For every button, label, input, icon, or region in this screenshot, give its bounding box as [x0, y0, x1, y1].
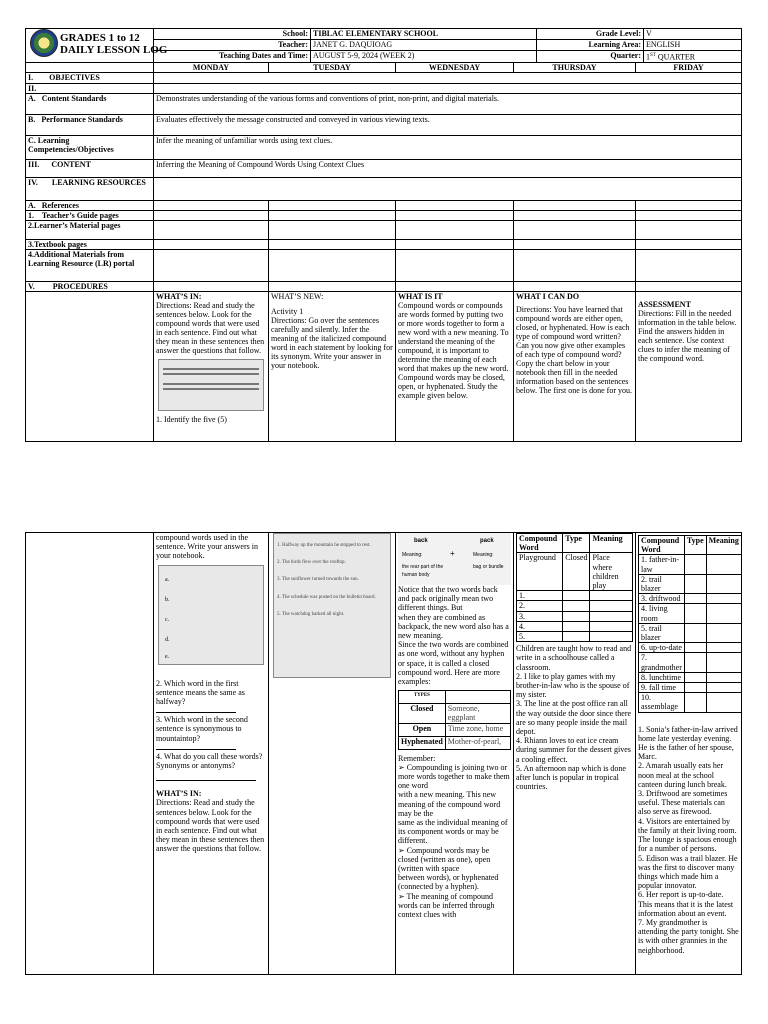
assess-head: Compound Word	[639, 536, 685, 555]
monday-question-1: 1. Identify the five (5)	[156, 415, 227, 424]
monday-whats-in	[154, 292, 269, 442]
monday-continued	[154, 533, 269, 975]
competencies-text: Infer the meaning of unfamiliar words using text clues.	[154, 136, 742, 160]
word-back: back	[414, 538, 428, 544]
assess-cell: 3. driftwood	[639, 594, 685, 604]
wednesday-what-is-it	[396, 292, 514, 442]
wednesday-text: Compound words or compounds are words formed by putting two or more words together to form a new word with a new meaning. To understand the meaning of the compound, it is important to determine the meaning of each word that makes up the new word. Compound words may be closed, open, or hyphenated. Study the example given below.	[398, 301, 509, 400]
monday-directions-2: Directions: Read and study the sentences below. Look for the compound words that were used in each sentence. Find out what they mean in these sentences then answer the questions that follow.	[156, 798, 265, 854]
thursday-text: Directions: You have learned that compound words are either open, closed, or hyphenated. How is each type of compound word written? Can you now give other examples of each type of compound word? Copy the chart below in your notebook then fill in the needed information based on the sentences below. The first one is done for you.	[516, 305, 632, 395]
types-cell: Closed	[399, 704, 446, 723]
types-head: TYPES	[399, 691, 446, 704]
answer-letter: a.	[165, 576, 170, 583]
chart-head: Meaning	[590, 534, 633, 553]
tuesday-directions: Activity 1 Directions: Go over the sentences carefully and silently. Infer the meaning of the italicized compound word in each statement by looking for its synonym. Write your answer in your notebook.	[271, 307, 393, 370]
grade-level-label: Grade Level:	[537, 29, 644, 40]
types-cell: Mother-of-pearl,	[445, 736, 510, 749]
thursday-sentences: Children are taught how to read and write in a schoolhouse called a classroom. 2. I like to play games with my brother-in-law who is the spouse of my sister. 3. The line at the post office ran all the way outside the door since there are so many people inside the mail depot. 4. Rhiann loves to eat ice cream during summer for the dessert gives a cooling effect. 5. An afternoon nap which is done after lunch is popular in tropical countries.	[516, 644, 632, 792]
tuesday-sentence: 4. The schedule was posted on the bulletin board.	[277, 594, 376, 600]
additional-materials-label: 4.Additional Materials from Learning Resource (LR) portal	[26, 250, 154, 282]
types-table	[398, 690, 511, 749]
content-standards-label: A. Content Standards	[26, 94, 154, 115]
school-value: TIBLAC ELEMENTARY SCHOOL	[311, 29, 537, 40]
assess-head: Type	[684, 536, 706, 555]
day-thursday: THURSDAY	[514, 63, 636, 73]
tuesday-continued	[269, 533, 396, 975]
teacher-value: JANET G. DAQUIOAG	[311, 40, 537, 51]
answer-letter: c.	[165, 616, 170, 623]
competencies-label: C. Learning Competencies/Objectives	[26, 136, 154, 160]
monday-sentences-image	[158, 359, 264, 411]
tuesday-whats-new	[269, 292, 396, 442]
answer-letter: e.	[165, 653, 170, 660]
types-cell	[445, 691, 510, 704]
monday-directions: Directions: Read and study the sentences below. Look for the compound words that were used in each sentence. Find out what they mean in these sentences then answer the questions that follow.	[156, 301, 265, 355]
chart-cell: Closed	[563, 553, 590, 591]
chart-cell: Playground	[517, 553, 563, 591]
monday-title-2: WHAT’S IN:	[156, 789, 202, 799]
chart-head: Type	[563, 534, 590, 553]
chart-cell: Place where children play	[590, 553, 633, 591]
assess-head: Meaning	[706, 536, 741, 555]
tuesday-sentences-image	[273, 533, 391, 678]
section-ii: II.	[26, 84, 154, 94]
monday-question-2: 2. Which word in the first sentence means the same as halfway?	[156, 678, 245, 707]
monday-question-3: 3. Which word in the second sentence is synonymous to mountaintop?	[156, 715, 248, 743]
content-text: Inferring the Meaning of Compound Words Using Context Clues	[154, 160, 742, 178]
friday-continued	[636, 533, 742, 975]
thursday-what-i-can-do	[514, 292, 636, 442]
tuesday-sentence: 2. The birds flew over the rooftop.	[277, 560, 346, 566]
dates-value: AUGUST 5-9, 2024 (WEEK 2)	[311, 51, 537, 63]
wednesday-title: WHAT IS IT	[398, 292, 443, 301]
day-monday: MONDAY	[154, 63, 269, 73]
dlL-title: DAILY LESSON LOG	[60, 44, 168, 56]
thursday-chart: Compound Word Type Meaning Playground Closed Place where children play 1. 2. 3. 4. 5.	[516, 533, 633, 642]
textbook-label: 3.Textbook pages	[26, 240, 154, 250]
learners-material-label: 2.Learner’s Material pages	[26, 221, 154, 240]
wednesday-continued	[396, 533, 514, 975]
teachers-guide-label: 1. Teacher’s Guide pages	[26, 211, 154, 221]
objectives-label: I. OBJECTIVES	[26, 73, 154, 84]
backpack-diagram	[398, 533, 511, 585]
day-friday: FRIDAY	[636, 63, 742, 73]
tuesday-sentence: 5. The watchdog barked all night.	[277, 611, 345, 617]
assess-cell: 4. living room	[639, 604, 685, 623]
types-cell: Time zone, home	[445, 723, 510, 736]
assess-cell: 10. assemblage	[639, 693, 685, 712]
wednesday-explanation: Notice that the two words back and pack originally mean two different things. But when they are combined as backpack, the new word also has a new meaning. Since the two words are combined as one word, without any hyphen or space, it is called a closed compound word. Here are more examples:	[398, 585, 509, 687]
content-standards-text: Demonstrates understanding of the various forms and conventions of print, non-print, and digital materials.	[154, 94, 742, 115]
header-table	[25, 28, 742, 63]
lesson-log-table	[25, 62, 742, 442]
tuesday-title: WHAT’S NEW:	[271, 292, 324, 301]
teacher-label: Teacher:	[154, 40, 311, 51]
dates-label: Teaching Dates and Time:	[154, 51, 311, 63]
assess-cell: 7. grandmother	[639, 653, 685, 672]
page-two-table	[25, 532, 742, 975]
learning-resources-label: IV. LEARNING RESOURCES	[26, 178, 154, 201]
friday-sentences: 1. Sonia’s father-in-law arrived home late yesterday evening. He is the father of her spouse, Marc. 2. Amarah usually eats her noon meal at the school canteen during lunch break. 3. Driftwood are sometimes useful. These materials can also serve as firewood. 4. Visitors are entertained by the family at their living room. The lounge is spacious enough for a number of persons. 5. Edison was a trail blazer. He was the first to discover many things which made him a popular innovator. 6. Her report is up-to-date. This means that it is the latest information about an event. 7. My grandmother is attending the party tonight. She is with other grannies in the neighborhood.	[638, 724, 739, 955]
assess-cell: 1. father-in-law	[639, 555, 685, 574]
content-label: III. CONTENT	[26, 160, 154, 178]
types-cell: Open	[399, 723, 446, 736]
assess-cell: 2. trail blazer	[639, 574, 685, 593]
monday-cont-text: compound words used in the sentence. Write your answers in your notebook.	[156, 533, 258, 561]
answer-letter: d.	[165, 636, 170, 643]
friday-title: ASSESSMENT	[638, 300, 691, 309]
meaning-label: Meaning:	[473, 552, 494, 558]
day-wednesday: WEDNESDAY	[396, 63, 514, 73]
school-label: School:	[154, 29, 311, 40]
monday-question-4: 4. What do you call these words? Synonyms or antonyms?	[156, 751, 263, 771]
thursday-continued	[514, 533, 636, 975]
friday-assessment-table	[638, 535, 742, 713]
answer-letter: b.	[165, 596, 170, 603]
plus-sign: +	[450, 549, 455, 558]
assess-cell: 9. fall time	[639, 683, 685, 693]
chart-head: Compound Word	[517, 534, 563, 553]
grade-level-value: V	[644, 29, 742, 40]
word-pack: pack	[480, 538, 494, 544]
monday-answer-box	[158, 565, 264, 665]
performance-standards-label: B. Performance Standards	[26, 115, 154, 136]
thursday-title: WHAT I CAN DO	[516, 292, 580, 301]
pack-meaning: bag or bundle	[473, 564, 504, 570]
meaning-label: Meaning:	[402, 552, 423, 558]
tuesday-sentence: 3. The sunflower turned towards the sun.	[277, 577, 359, 583]
types-cell: Hyphenated	[399, 736, 446, 749]
grades-label: GRADES 1 to 12	[60, 32, 140, 44]
friday-text: Directions: Fill in the needed information in the table below. Find the answers hidden in each sentence. Use context clues to infer the meaning of the compound word.	[638, 309, 737, 363]
learning-area-value: ENGLISH	[644, 40, 742, 51]
back-meaning: the rear part of the human body	[402, 564, 444, 578]
assess-cell: 5. trail blazer	[639, 623, 685, 642]
monday-title: WHAT’S IN:	[156, 292, 202, 301]
references-label: A. References	[26, 201, 154, 211]
assess-cell: 8. lunchtime	[639, 672, 685, 682]
quarter-value: 1ST QUARTER	[644, 51, 742, 63]
tuesday-sentence: 1. Halfway up the mountain he stopped to rest.	[277, 543, 371, 548]
types-cell: Someone, eggplant	[445, 704, 510, 723]
friday-assessment	[636, 292, 742, 442]
assess-cell: 6. up-to-date	[639, 643, 685, 653]
performance-standards-text: Evaluates effectively the message constructed and conveyed in various viewing texts.	[154, 115, 742, 136]
learning-area-label: Learning Area:	[537, 40, 644, 51]
quarter-label: Quarter:	[537, 51, 644, 63]
day-tuesday: TUESDAY	[269, 63, 396, 73]
wednesday-remember: Remember: ➢ Compounding is joining two or more words together to make them one word with a new meaning. This new meaning of the compound word may be the same as the individual meaning of its component words or may be different. ➢ Compound words may be closed (written as one), open (written with space between words), or hyphenated (connected by a hyphen). ➢ The meaning of compound words can be inferred through context clues with	[398, 753, 510, 920]
procedures-label: V. PROCEDURES	[26, 282, 154, 292]
